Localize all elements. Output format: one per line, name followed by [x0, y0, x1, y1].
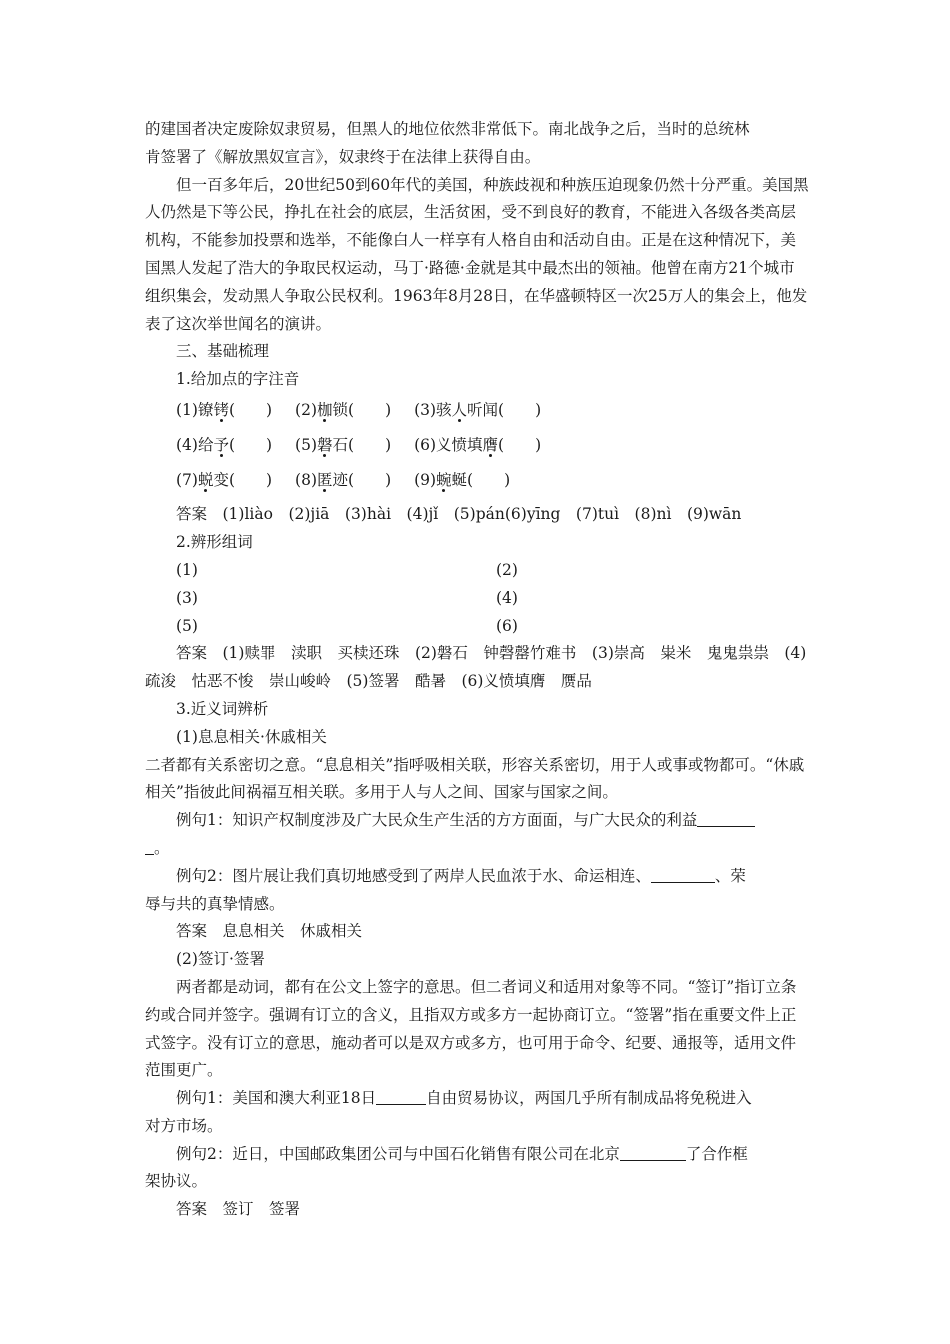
pair1-description: 二者都有关系密切之意。“息息相关”指呼吸相关联，形容关系密切，用于人或事或物都可。“休戚相关”指彼此间祸福互相关联。多用于人与人之间、国家与国家之间。: [145, 755, 805, 802]
pair2-answer: 答案 签订 签署: [176, 1200, 301, 1219]
pair1-example-1-text: 例句1：知识产权制度涉及广大民众生产生活的方方面面，与广大民众的利益: [176, 811, 698, 830]
pair1-example-2: [145, 863, 810, 891]
intro-paragraph-2: 但一百多年后，20世纪50到60年代的美国，种族歧视和种族压迫现象仍然十分严重。美国黑人仍然是下等公民，挣扎在社会的底层，生活贫困，受不到良好的教育，不能进入各级各类高层机构，不能参加投票和选举，不能像白人一样享有人格自由和活动自由。正是在这种情况下，美国黑人发起了浩大的争取民权运动，马丁·路德·金就是其中最杰出的领袖。他曾在南方21个城市组织集会，发动黑人争取公民权利。1963年8月28日，在华盛顿特区一次25万人的集会上，他发表了这次举世闻名的演讲。: [145, 175, 809, 333]
answer-blank: [620, 1144, 686, 1161]
q1-item: (1)镣铐( ): [176, 400, 273, 419]
q1-title: 1.给加点的字注音: [176, 370, 300, 389]
pair2-title: (2)签订·签署: [176, 950, 265, 969]
q2-item: (3): [176, 588, 198, 607]
pair2-example-1: [145, 1085, 810, 1113]
answer-blank: [145, 838, 154, 855]
pair1-example-1-end-text: 。: [154, 838, 170, 857]
pair2-description: 两者都是动词，都有在公文上签字的意思。但二者词义和适用对象等不同。“签订”指订立条约或合同并签字。强调有订立的含义，且指双方或多方一起协商订立。“签署”指在重要文件上正式签字。没有订立的意思，施动者可以是双方或多方，也可用于命令、纪要、通报等，适用文件范围更广。: [145, 977, 797, 1080]
intro-line-2: 肯签署了《解放黑奴宣言》，奴隶终于在法律上获得自由。: [145, 147, 541, 166]
answer-blank: [376, 1088, 426, 1105]
q1-item: (8)匿迹( ): [295, 470, 392, 489]
q2-title: 2.辨形组词: [176, 533, 253, 552]
pair2-example-2: [145, 1141, 810, 1169]
q1-item: (7)蜕变( ): [176, 470, 273, 489]
pair1-title: (1)息息相关·休戚相关: [176, 727, 327, 746]
emphasis-dot-char: 膺: [482, 435, 499, 454]
q1-row-2: [145, 432, 810, 460]
emphasis-dot-char: 枷: [317, 400, 333, 419]
q1-row-1: [145, 397, 810, 425]
q2-item: (6): [496, 616, 518, 635]
emphasis-dot-char: 蜕: [197, 470, 214, 489]
pair1-example-2-text: 例句2：图片展让我们真切地感受到了两岸人民血浓于水、命运相连、: [176, 866, 651, 885]
pair1-example-2-after: 、荣: [714, 866, 746, 885]
pair2-example-2-text: 例句2：近日，中国邮政集团公司与中国石化销售有限公司在北京: [176, 1144, 620, 1163]
emphasis-dot-char: 铐: [213, 400, 229, 419]
q1-item: (3)骇人听闻( ): [414, 400, 542, 419]
q1-item: (9)蜿蜒( ): [414, 470, 511, 489]
pair2-example-1-after: 自由贸易协议，两国几乎所有制成品将免税进入: [426, 1089, 752, 1108]
emphasis-dot-char: 磐: [317, 435, 333, 454]
q2-item: (5): [176, 616, 198, 635]
answer-blank: [651, 866, 715, 883]
pair1-example-1: [145, 807, 810, 835]
q2-item: (1): [176, 560, 198, 579]
pair2-example-2-end: 架协议。: [145, 1172, 208, 1191]
q1-answer: 答案 (1)liào (2)jiā (3)hài (4)jǐ (5)pán(6)yīng (7)tuì (8)nì (9)wān: [176, 505, 742, 524]
q1-item: (5)磐石( ): [295, 435, 392, 454]
q2-answer: 答案 (1)赎罪 渎职 买椟还珠 (2)磐石 钟磬罄竹难书 (3)崇高 粜米 鬼鬼祟祟 (4)疏浚 怙恶不悛 崇山峻岭 (5)签署 酷暑 (6)义愤填膺 赝品: [145, 644, 807, 691]
q2-item: (4): [496, 588, 518, 607]
pair2-example-2-after: 了合作框: [685, 1144, 748, 1163]
emphasis-dot-char: 人: [451, 400, 468, 419]
pair2-example-1-end: 对方市场。: [145, 1116, 223, 1135]
q1-item: (4)给予( ): [176, 435, 273, 454]
intro-line-1: 的建国者决定废除奴隶贸易，但黑人的地位依然非常低下。南北战争之后，当时的总统林: [145, 120, 750, 138]
section-heading: 三、基础梳理: [176, 342, 270, 361]
q1-row-3: [145, 467, 810, 495]
q3-title: 3.近义词辨析: [176, 699, 269, 718]
document-page: [145, 116, 810, 1224]
answer-blank: [697, 810, 755, 827]
pair2-example-1-text: 例句1：美国和澳大利亚18日: [176, 1089, 377, 1108]
emphasis-dot-char: 予: [213, 435, 229, 454]
q1-item: (2)枷锁( ): [295, 400, 392, 419]
pair1-example-2-end: 辱与共的真挚情感。: [145, 894, 285, 913]
emphasis-dot-char: 蜿: [436, 470, 452, 489]
q2-item: (2): [496, 560, 518, 579]
pair1-answer: 答案 息息相关 休戚相关: [176, 922, 363, 941]
emphasis-dot-char: 匿: [317, 470, 333, 489]
q1-item: (6)义愤填膺( ): [414, 435, 542, 454]
pair1-example-1-end: [145, 835, 810, 863]
q2-grid: [145, 557, 810, 640]
